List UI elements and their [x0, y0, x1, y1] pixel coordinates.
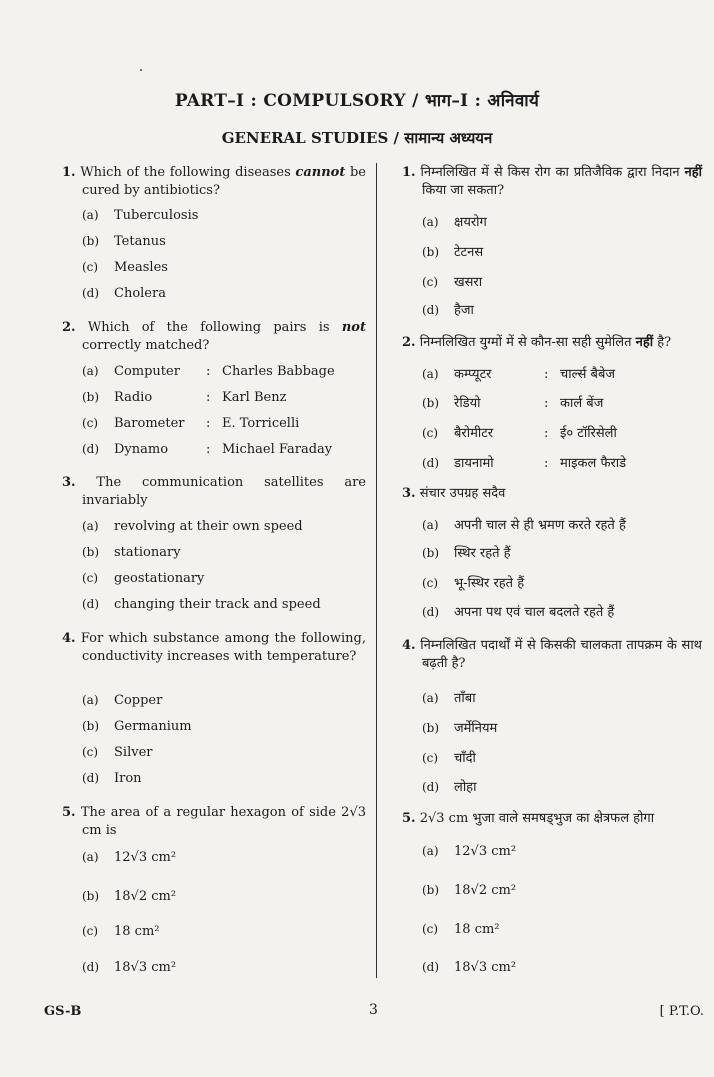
option-a[interactable]: (a) revolving at their own speed	[82, 519, 303, 534]
option-b[interactable]: (b) स्थिर रहते हैं	[422, 546, 511, 561]
question-number: 3.	[62, 475, 76, 490]
option-d[interactable]: (d) Iron	[82, 771, 142, 786]
question-number: 1.	[402, 165, 416, 180]
option-a[interactable]: (a) अपनी चाल से ही भ्रमण करते रहते हैं	[422, 518, 626, 533]
option-c[interactable]: (c) 18 cm²	[82, 924, 160, 939]
option-d[interactable]: (d) अपना पथ एवं चाल बदलते रहते हैं	[422, 605, 615, 620]
question-stem: निम्नलिखित युग्मों में से कौन-सा सही सुमेलित	[419, 335, 636, 350]
question-3-hi	[402, 485, 702, 503]
option-a[interactable]: (a) 12√3 cm²	[422, 844, 517, 859]
option-d[interactable]: (d) हैजा	[422, 303, 474, 318]
part-title: PART–I : COMPULSORY / भाग–I : अनिवार्य	[174, 91, 540, 111]
question-1-hi	[402, 164, 702, 200]
question-stem: Which of the following pairs is	[87, 320, 342, 335]
question-stem: The communication satellites are invariably	[82, 475, 366, 508]
question-stem: निम्नलिखित पदार्थों में से किसकी चालकता तापक्रम के साथ बढ़ती है?	[420, 638, 702, 671]
question-4-en	[62, 630, 366, 666]
question-stem: Which of the following diseases	[80, 165, 296, 180]
option-b[interactable]: (b) Radio : Karl Benz	[82, 390, 287, 405]
question-5-hi	[402, 810, 702, 828]
pto-label: [ P.T.O.	[659, 1004, 704, 1019]
question-stem-rest: किया जा सकता?	[422, 183, 505, 198]
print-speck	[140, 69, 142, 71]
option-d[interactable]: (d) Dynamo : Michael Faraday	[82, 442, 333, 457]
question-stem: The area of a regular hexagon of side 2√3 cm is	[80, 805, 366, 838]
question-1-en	[62, 164, 366, 200]
question-stem-rest: be cured by antibiotics?	[82, 165, 367, 198]
page-number: 3	[369, 1002, 378, 1018]
question-stem: 2√3 cm भुजा वाले समषड्भुज का क्षेत्रफल होगा	[419, 811, 655, 826]
option-b[interactable]: (b) Germanium	[82, 719, 192, 734]
option-b[interactable]: (b) stationary	[82, 545, 181, 560]
option-c[interactable]: (c) 18 cm²	[422, 922, 500, 937]
option-a[interactable]: (a) Copper	[82, 693, 163, 708]
question-4-hi	[402, 637, 702, 673]
question-number: 5.	[62, 805, 76, 820]
option-a[interactable]: (a) क्षयरोग	[422, 215, 487, 230]
option-c[interactable]: (c) Barometer : E. Torricelli	[82, 416, 300, 431]
option-c[interactable]: (c) Measles	[82, 260, 168, 275]
question-number: 5.	[402, 811, 416, 826]
question-3-en	[62, 474, 366, 510]
question-number: 1.	[62, 165, 76, 180]
option-a[interactable]: (a) Computer : Charles Babbage	[82, 364, 335, 379]
option-b[interactable]: (b) 18√2 cm²	[82, 889, 177, 904]
question-stem-rest: correctly matched?	[82, 338, 210, 353]
question-2-en	[62, 319, 366, 355]
question-stem-rest: है?	[653, 335, 672, 350]
option-c[interactable]: (c) भू-स्थिर रहते हैं	[422, 576, 525, 591]
option-d[interactable]: (d) 18√3 cm²	[422, 960, 517, 975]
option-c[interactable]: (c) खसरा	[422, 275, 483, 290]
option-d[interactable]: (d) Cholera	[82, 286, 166, 301]
column-divider	[376, 163, 377, 978]
question-stem: निम्नलिखित में से किस रोग का प्रतिजैविक द्वारा निदान	[420, 165, 685, 180]
booklet-code: GS-B	[44, 1004, 82, 1019]
question-stem: संचार उपग्रह सदैव	[419, 486, 506, 501]
question-5-en	[62, 804, 366, 840]
stem-emphasis: not	[341, 320, 366, 335]
question-number: 2.	[402, 335, 416, 350]
question-number: 4.	[402, 638, 416, 653]
question-stem: For which substance among the following, conductivity increases with temperature?	[80, 631, 366, 664]
option-c[interactable]: (c) बैरोमीटर : ई० टॉरिसेली	[422, 426, 617, 441]
option-c[interactable]: (c) चाँदी	[422, 751, 476, 766]
option-b[interactable]: (b) Tetanus	[82, 234, 166, 249]
option-a[interactable]: (a) ताँबा	[422, 691, 476, 706]
question-2-hi	[402, 334, 702, 352]
option-b[interactable]: (b) रेडियो : कार्ल बेंज	[422, 396, 604, 411]
option-d[interactable]: (d) 18√3 cm²	[82, 960, 177, 975]
stem-emphasis: नहीं	[635, 335, 654, 350]
option-b[interactable]: (b) टेटनस	[422, 245, 484, 260]
stem-emphasis: cannot	[295, 165, 346, 180]
option-b[interactable]: (b) जर्मेनियम	[422, 721, 498, 736]
section-subtitle: GENERAL STUDIES / सामान्य अध्ययन	[221, 129, 493, 147]
question-number: 4.	[62, 631, 76, 646]
question-number: 2.	[62, 320, 76, 335]
option-a[interactable]: (a) Tuberculosis	[82, 208, 199, 223]
question-number: 3.	[402, 486, 416, 501]
option-b[interactable]: (b) 18√2 cm²	[422, 883, 517, 898]
option-d[interactable]: (d) लोहा	[422, 780, 477, 795]
option-c[interactable]: (c) Silver	[82, 745, 153, 760]
option-c[interactable]: (c) geostationary	[82, 571, 205, 586]
option-a[interactable]: (a) कम्प्यूटर : चार्ल्स बैबेज	[422, 367, 616, 382]
option-d[interactable]: (d) डायनामो : माइकल फैराडे	[422, 456, 627, 471]
option-d[interactable]: (d) changing their track and speed	[82, 597, 321, 612]
option-a[interactable]: (a) 12√3 cm²	[82, 850, 177, 865]
stem-emphasis: नहीं	[684, 165, 702, 180]
